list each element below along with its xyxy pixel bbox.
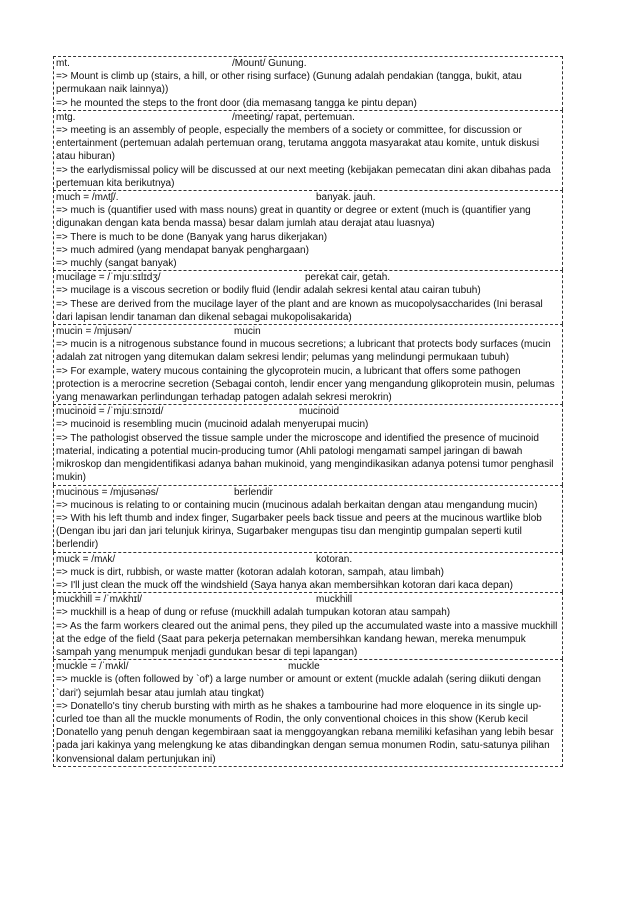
entry-header <box>56 486 560 499</box>
definition-line: => muckhill is a heap of dung or refuse (muckhill adalah tumpukan kotoran atau sampah) <box>56 607 451 619</box>
headword: muckhill = /ˈmʌkhɪl/ <box>56 594 143 606</box>
definition-line: => mucilage is a viscous secretion or bodily fluid (lendir adalah sekresi kental atau cairan tubuh) <box>56 285 481 297</box>
example-line: => I'll just clean the muck off the windshield (Saya hanya akan membersihkan kotoran dari kaca depan) <box>56 579 513 591</box>
example-line: => the earlydismissal policy will be discussed at our next meeting (kebijakan pemecatan dini akan dibahas pada pertemuan kita berikutnya) <box>56 164 551 189</box>
translation: muckle <box>288 661 320 673</box>
entry-header <box>56 405 560 418</box>
translation: perekat cair, getah. <box>305 272 391 284</box>
translation: /meeting/ rapat, pertemuan. <box>232 111 355 123</box>
definition-line: => muck is dirt, rubbish, or waste matter (kotoran adalah kotoran, sampah, atau limbah) <box>56 566 444 578</box>
dictionary-entry-muckle <box>53 659 563 767</box>
headword: mucin = /mjusən/ <box>56 326 132 338</box>
entry-header <box>56 191 560 204</box>
dictionary-entry-mucin <box>53 324 563 404</box>
entry-header <box>56 553 560 566</box>
headword: mucilage = /ˈmjuːsɪlɪdʒ/ <box>56 272 161 284</box>
headword: muckle = /ˈmʌkl/ <box>56 661 129 673</box>
translation: muckhill <box>316 594 353 606</box>
example-line: => Donatello's tiny cherub bursting with mirth as he shakes a tambourine had more eloquence in its single up-curled toe than all the muckle monuments of Rodin, the only conventional choices in this show (Kerub kecil Donatello yang penuh dengan kegembiraan saat ia menggoyangkan rebana memiliki kefasihan yang lebih besar pada jari kakinya yang melengkung ke atas dibandingkan dengan semua monumen Rodin, satu-satunya pilihan konvensional dalam pertunjukan ini) <box>56 700 554 765</box>
translation: mucin <box>234 326 261 338</box>
entry-header <box>56 57 560 70</box>
headword: mucinous = /mjusənəs/ <box>56 486 159 498</box>
example-line: => muchly (sangat banyak) <box>56 258 177 270</box>
headword: mucinoid = /ˈmjuːsɪnɔɪd/ <box>56 406 164 418</box>
translation: berlendir <box>234 486 273 498</box>
dictionary-entry-muckhill <box>53 592 563 659</box>
example-line: => For example, watery mucous containing the glycoprotein mucin, a lubricant that offers some pathogen protection is a merocrine secretion (Sebagai contoh, lendir encer yang mengandung glikoprotein musin, pelumas yang menawarkan perlindungan terhadap patogen adalah sekresi merokrin) <box>56 365 555 404</box>
headword: muck = /mʌk/ <box>56 553 116 565</box>
example-line: => The pathologist observed the tissue sample under the microscope and identified the presence of mucinoid material, indicating a potential mucin-producing tumor (Ahli patologi mengamati sampel jaringan di bawah mikroskop dan mengidentifikasi adanya bahan mukinoid, yang mengindikasikan adanya potensi tumor penghasil mukin) <box>56 432 554 484</box>
definition-line: => much is (quantifier used with mass nouns) great in quantity or degree or extent (much is (quantifier yang digunakan dengan kata benda massa) besar dalam jumlah atau derajat atau luasnya) <box>56 205 531 230</box>
translation: kotoran. <box>316 553 353 565</box>
entry-header <box>56 325 560 338</box>
entry-header <box>56 111 560 124</box>
headword: mtg. <box>56 111 76 123</box>
example-line: => he mounted the steps to the front door (dia memasang tangga ke pintu depan) <box>56 97 417 109</box>
dictionary-entry-mt <box>53 56 563 110</box>
translation: mucinoid <box>299 406 340 418</box>
entry-header <box>56 271 560 284</box>
definition-line: => meeting is an assembly of people, especially the members of a society or committee, for discussion or entertainment (pertemuan adalah pertemuan orang, terutama anggota masyarakat atau komite, untuk diskusi atau hiburan) <box>56 125 540 163</box>
dictionary-page <box>53 56 563 767</box>
example-line: => These are derived from the mucilage layer of the plant and are known as mucopolysaccharides (Ini berasal dari lapisan lendir tanaman dan dikenal sebagai mukopolisakarida) <box>56 298 543 323</box>
dictionary-entry-mucinous <box>53 485 563 552</box>
translation: banyak. jauh. <box>316 192 376 204</box>
dictionary-entry-much <box>53 190 563 270</box>
example-line: => With his left thumb and index finger, Sugarbaker peels back tissue and peers at the mucinous wartlike blob (Dengan ibu jari dan jari telunjuk kirinya, Sugarbaker mengupas tisu dan mengintip gumpalan seperti kutil berlendir) <box>56 512 542 551</box>
definition-line: => mucinous is relating to or containing mucin (mucinous adalah berkaitan dengan atau mengandung mucin) <box>56 499 538 511</box>
entry-header <box>56 593 560 606</box>
definition-line: => Mount is climb up (stairs, a hill, or other rising surface) (Gunung adalah pendakian (tangga, bukit, atau permukaan naik lainnya)) <box>56 71 522 96</box>
dictionary-entry-mucinoid <box>53 404 563 484</box>
dictionary-entry-mtg <box>53 110 563 190</box>
headword: much = /mʌtʃ/. <box>56 192 119 204</box>
definition-line: => mucin is a nitrogenous substance found in mucous secretions; a lubricant that protects body surfaces (mucin adalah zat nitrogen yang ditemukan dalam sekresi lendir; pelumas yang melindungi permukaan tubuh) <box>56 339 551 364</box>
entry-header <box>56 660 560 673</box>
dictionary-entry-mucilage <box>53 270 563 324</box>
example-line: => There is much to be done (Banyak yang harus dikerjakan) <box>56 231 328 243</box>
example-line: => As the farm workers cleared out the animal pens, they piled up the accumulated waste into a massive muckhill at the edge of the field (Saat para pekerja peternakan membersihkan kandang hewan, mereka menumpuk sampah yang menumpuk menjadi gundukan besar di tepi lapangan) <box>56 620 558 658</box>
headword: mt. <box>56 58 70 69</box>
example-line: => much admired (yang mendapat banyak penghargaan) <box>56 244 309 256</box>
dictionary-entry-muck <box>53 552 563 593</box>
definition-line: => mucinoid is resembling mucin (mucinoid adalah menyerupai mucin) <box>56 419 369 431</box>
translation: /Mount/ Gunung. <box>232 58 307 69</box>
definition-line: => muckle is (often followed by `of') a large number or amount or extent (muckle adalah (sering diikuti dengan `dari') sejumlah besar atau jumlah atau tingkat) <box>56 674 541 699</box>
